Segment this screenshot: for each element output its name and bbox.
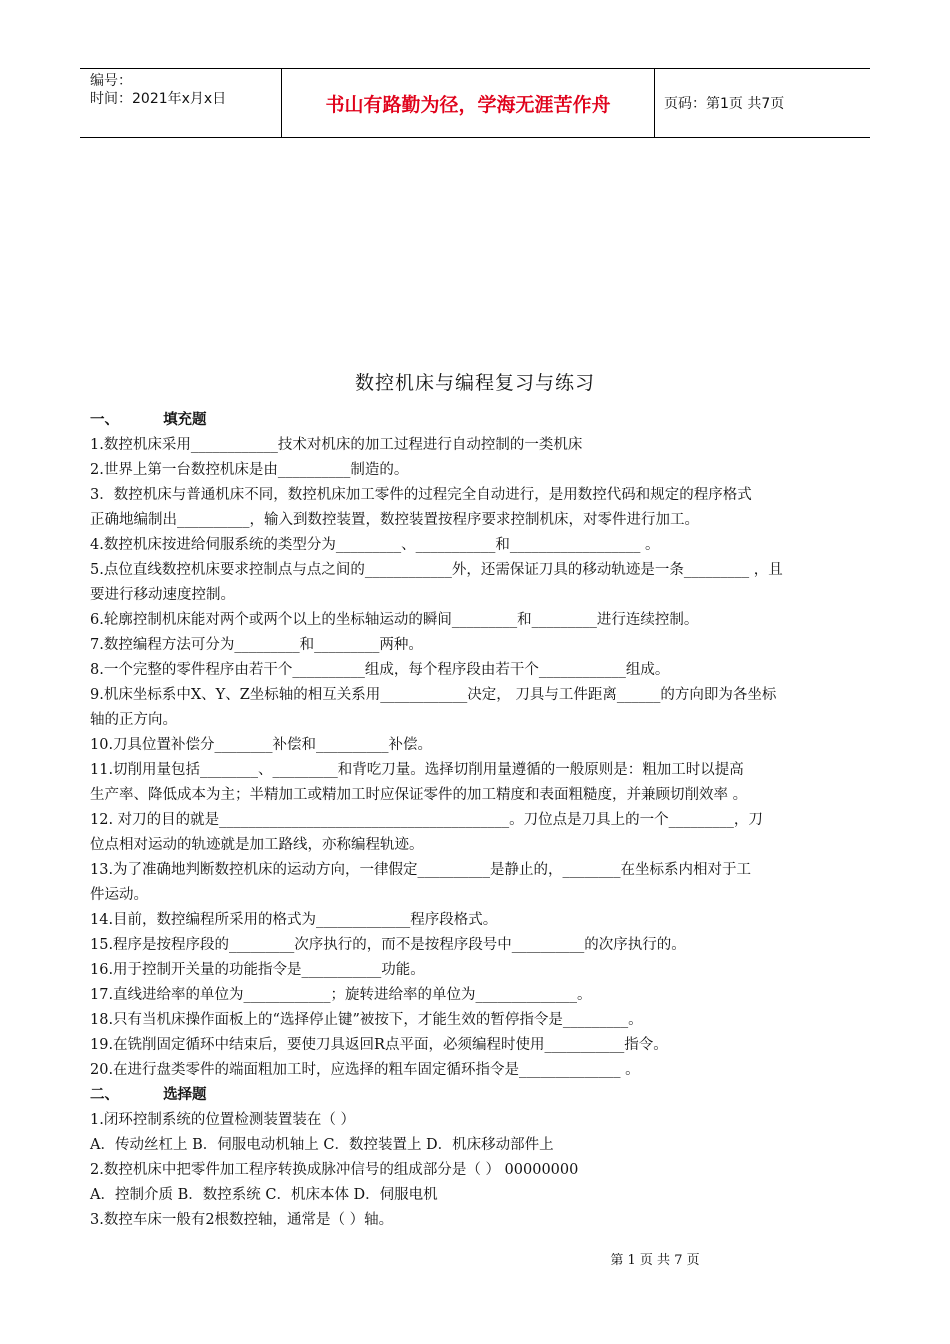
serial-number-label: 编号： <box>90 73 132 89</box>
page-info-cell <box>654 69 870 137</box>
question-line: 正确地编制出__________，输入到数控装置，数控装置按程序要求控制机床，对零件进行加工。 <box>90 512 699 528</box>
document-body <box>90 408 900 1233</box>
question-line: 11.切削用量包括________、_________和背吃刀量。选择切削用量遵循的一般原则是：粗加工时以提高 <box>90 762 744 778</box>
section-number: 一、 <box>90 412 119 428</box>
question-line: 2.世界上第一台数控机床是由__________制造的。 <box>90 462 409 478</box>
question-line: 16.用于控制开关量的功能指令是___________功能。 <box>90 962 425 978</box>
date-label: 时间：2021年x月x日 <box>90 91 227 107</box>
question-line: 13.为了准确地判断数控机床的运动方向，一律假定__________是静止的，________在坐标系内相对于工 <box>90 862 752 878</box>
question-line: 1.闭环控制系统的位置检测装置装在（ ） <box>90 1112 355 1128</box>
question-line: 4.数控机床按进给伺服系统的类型分为_________、___________和__________________ 。 <box>90 537 660 553</box>
question-line: 12. 对刀的目的就是________________________________________。刀位点是刀具上的一个_________，刀 <box>90 812 763 828</box>
page-info-text: 页码：第1页 共7页 <box>664 96 785 112</box>
question-line: 位点相对运动的轨迹就是加工路线，亦称编程轨迹。 <box>90 837 424 853</box>
question-line: 14.目前，数控编程所采用的格式为_____________程序段格式。 <box>90 912 498 928</box>
fill-in-questions <box>90 433 900 1083</box>
question-line: 2.数控机床中把零件加工程序转换成脉冲信号的组成部分是（ ） 00000000 <box>90 1162 579 1178</box>
section-heading-choice <box>90 1083 900 1108</box>
motto-cell <box>282 69 655 137</box>
question-line: 要进行移动速度控制。 <box>90 587 235 603</box>
choice-questions <box>90 1108 900 1233</box>
question-line: A．传动丝杠上 B．伺服电动机轴上 C．数控装置上 D．机床移动部件上 <box>90 1137 554 1153</box>
question-line: 7.数控编程方法可分为_________和_________两种。 <box>90 637 423 653</box>
question-line: A．控制介质 B．数控系统 C．机床本体 D．伺服电机 <box>90 1187 438 1203</box>
question-line: 轴的正方向。 <box>90 712 177 728</box>
question-line: 19.在铣削固定循环中结束后，要使刀具返回R点平面，必须编程时使用___________指令。 <box>90 1037 668 1053</box>
question-line: 15.程序是按程序段的_________次序执行的，而不是按程序段号中__________的次序执行的。 <box>90 937 686 953</box>
header-table <box>80 68 870 138</box>
question-line: 3．数控机床与普通机床不同，数控机床加工零件的过程完全自动进行，是用数控代码和规定的程序格式 <box>90 487 752 503</box>
question-line: 生产率、降低成本为主；半精加工或精加工时应保证零件的加工精度和表面粗糙度，并兼顾切削效率 。 <box>90 787 748 803</box>
question-line: 20.在进行盘类零件的端面粗加工时，应选择的粗车固定循环指令是______________ 。 <box>90 1062 640 1078</box>
question-line: 件运动。 <box>90 887 148 903</box>
question-line: 3.数控车床一般有2根数控轴，通常是（ ）轴。 <box>90 1212 394 1228</box>
question-line: 17.直线进给率的单位为____________；旋转进给率的单位为______________。 <box>90 987 592 1003</box>
section-heading-fill-in <box>90 408 900 433</box>
header-meta-cell <box>80 69 282 137</box>
question-line: 5.点位直线数控机床要求控制点与点之间的____________外，还需保证刀具的移动轨迹是一条_________ ，且 <box>90 562 783 578</box>
question-line: 8.一个完整的零件程序由若干个__________组成，每个程序段由若干个____________组成。 <box>90 662 670 678</box>
document-title: 数控机床与编程复习与练习 <box>354 372 595 394</box>
section-number: 二、 <box>90 1087 119 1103</box>
motto-text: 书山有路勤为径，学海无涯苦作舟 <box>325 93 611 116</box>
page-footer: 第 1 页 共 7 页 <box>610 1253 700 1268</box>
question-line: 18.只有当机床操作面板上的“选择停止键”被按下，才能生效的暂停指令是_________。 <box>90 1012 643 1028</box>
question-line: 10.刀具位置补偿分________补偿和__________补偿。 <box>90 737 433 753</box>
question-line: 6.轮廓控制机床能对两个或两个以上的坐标轴运动的瞬间_________和_________进行连续控制。 <box>90 612 699 628</box>
section-title: 填充题 <box>163 412 207 428</box>
question-line: 1.数控机床采用____________技术对机床的加工过程进行自动控制的一类机床 <box>90 437 583 453</box>
section-title: 选择题 <box>163 1087 207 1103</box>
question-line: 9.机床坐标系中X、Y、Z坐标轴的相互关系用____________决定， 刀具与工件距离______的方向即为各坐标 <box>90 687 777 703</box>
